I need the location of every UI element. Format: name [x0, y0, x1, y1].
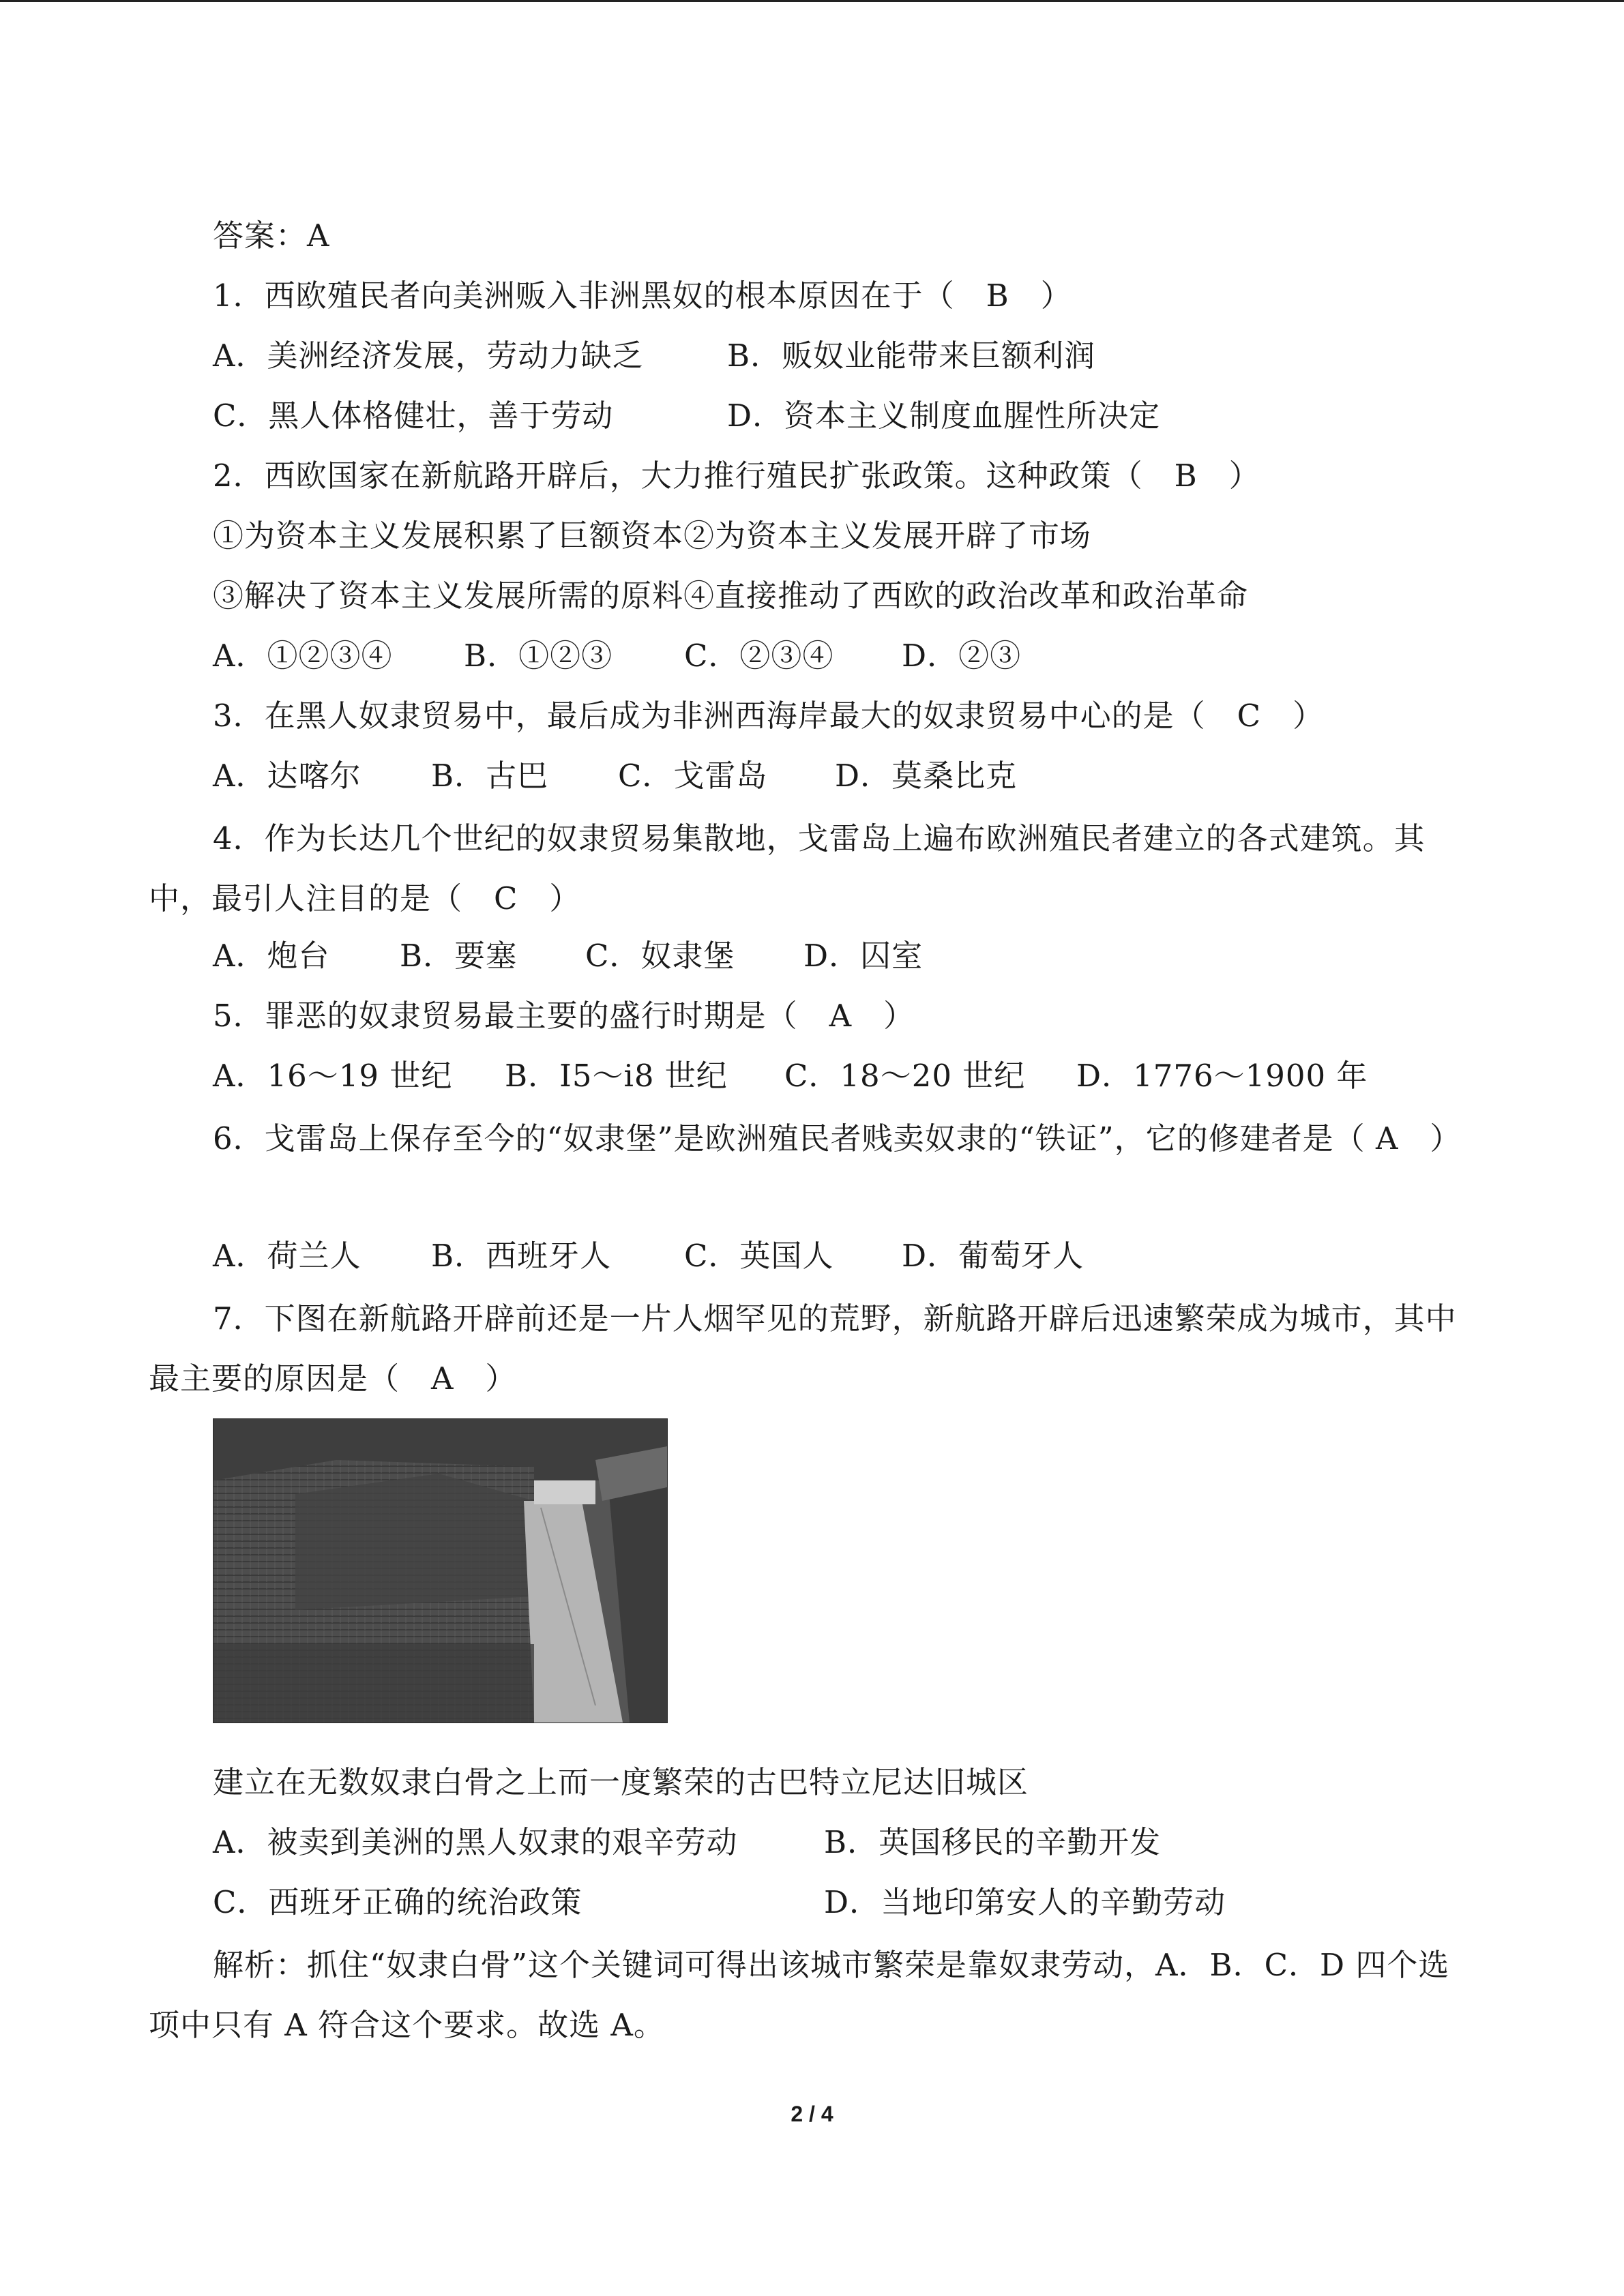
q7-stem: 7．下图在新航路开辟前还是一片人烟罕见的荒野，新航路开辟后迅速繁荣成为城市，其中最主要的原因是（ A ） [149, 1300, 1457, 1397]
q3-option-a: A．达喀尔 [213, 758, 361, 794]
q5-option-b: B．I5～i8 世纪 [505, 1058, 728, 1094]
q4-option-d: D．囚室 [803, 938, 924, 974]
q6-option-d: D．葡萄牙人 [902, 1238, 1084, 1274]
q6-options-row [0, 1236, 1624, 1277]
q7-option-b: B．英国移民的辛勤开发 [824, 1824, 1162, 1860]
q4-option-b: B．要塞 [400, 938, 518, 974]
q4-option-a: A．炮台 [213, 938, 330, 974]
q3-option-d: D．莫桑比克 [835, 758, 1018, 794]
q7-option-a: A．被卖到美洲的黑人奴隶的艰辛劳动 [213, 1824, 738, 1860]
photo-illustration [213, 1419, 667, 1723]
q7-option-d: D．当地印第安人的辛勤劳动 [824, 1884, 1226, 1920]
q6-option-b: B．西班牙人 [431, 1238, 612, 1274]
q4-option-c: C．奴隶堡 [585, 938, 735, 974]
q6-option-c: C．英国人 [684, 1238, 834, 1274]
q3-options-row [0, 756, 1624, 796]
page-number: 2 / 4 [791, 2102, 833, 2126]
q1-stem: 1．西欧殖民者向美洲贩入非洲黑奴的根本原因在于（ B ） [213, 278, 1072, 314]
q2-options-row [0, 636, 1624, 676]
q1-option-b: B．贩奴业能带来巨额利润 [727, 338, 1096, 374]
q1-options-row1 [0, 336, 1624, 376]
q3-option-b: B．古巴 [431, 758, 549, 794]
photo-caption: 建立在无数奴隶白骨之上而一度繁荣的古巴特立尼达旧城区 [213, 1764, 1029, 1800]
q1-option-a: A．美洲经济发展，劳动力缺乏 [213, 338, 644, 374]
q2-option-c: C．②③④ [684, 638, 834, 674]
analysis-paragraph: 解析：抓住“奴隶白骨”这个关键词可得出该城市繁荣是靠奴隶劳动，A．B．C．D 四个选项中只有 A 符合这个要求。故选 A。 [149, 1947, 1450, 2043]
top-border [0, 0, 1624, 2]
q2-option-d: D．②③ [902, 638, 1022, 674]
q1-options-row2 [0, 396, 1624, 436]
q5-option-c: C．18～20 世纪 [784, 1058, 1026, 1094]
q7-option-c: C．西班牙正确的统治政策 [213, 1884, 582, 1920]
q2-stem: 2．西欧国家在新航路开辟后，大力推行殖民扩张政策。这种政策（ B ） [213, 458, 1260, 494]
q3-stem: 3．在黑人奴隶贸易中，最后成为非洲西海岸最大的奴隶贸易中心的是（ C ） [213, 698, 1325, 734]
q1-option-c: C．黑人体格健壮，善于劳动 [213, 398, 614, 434]
q4-stem: 4．作为长达几个世纪的奴隶贸易集散地，戈雷岛上遍布欧洲殖民者建立的各式建筑。其中，最引人注目的是（ C ） [149, 820, 1426, 916]
q5-option-d: D．1776～1900 年 [1076, 1058, 1368, 1094]
q6-stem: 6．戈雷岛上保存至今的“奴隶堡”是欧洲殖民者贱卖奴隶的“铁证”，它的修建者是（ A ） [213, 1120, 1462, 1157]
q5-option-a: A．16～19 世纪 [213, 1058, 453, 1094]
q2-option-a: A．①②③④ [213, 638, 393, 674]
q4-options-row [0, 936, 1624, 976]
answer-line: 答案：A [213, 218, 330, 254]
old-town-photo [213, 1418, 668, 1723]
q7-options-row2 [0, 1882, 1624, 1923]
q2-statement-line2: ③解决了资本主义发展所需的原料④直接推动了西欧的政治改革和政治革命 [213, 578, 1249, 614]
q5-stem: 5．罪恶的奴隶贸易最主要的盛行时期是（ A ） [213, 998, 915, 1034]
q7-options-row1 [0, 1822, 1624, 1863]
q1-option-d: D．资本主义制度血腥性所决定 [727, 398, 1161, 434]
q3-option-c: C．戈雷岛 [618, 758, 768, 794]
q2-statement-line1: ①为资本主义发展积累了巨额资本②为资本主义发展开辟了市场 [213, 518, 1092, 554]
q2-option-b: B．①②③ [464, 638, 613, 674]
q5-options-row [0, 1056, 1624, 1097]
q6-option-a: A．荷兰人 [213, 1238, 361, 1274]
